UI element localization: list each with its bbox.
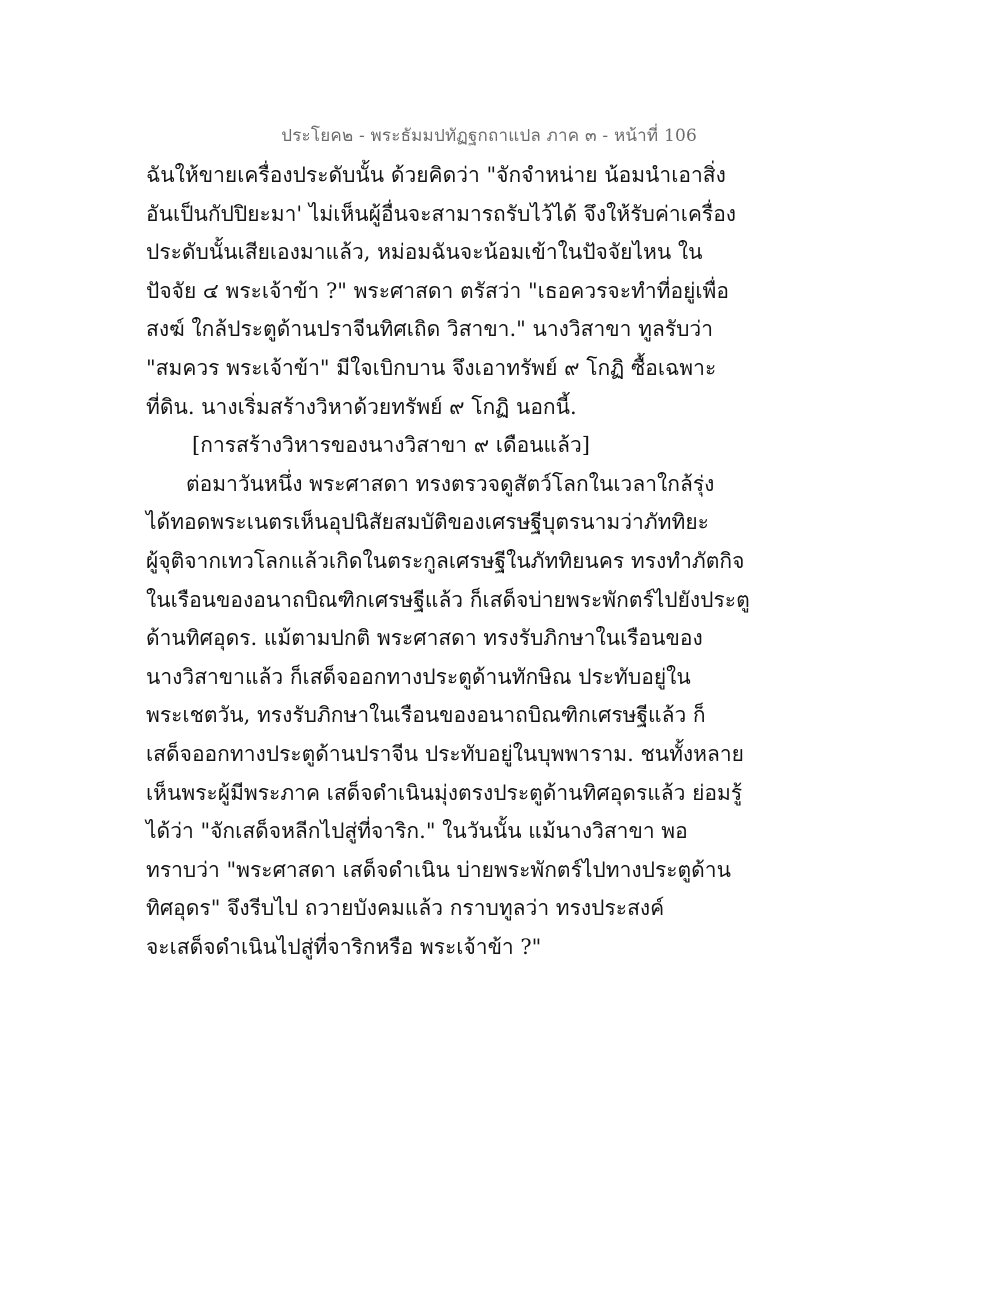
text-line: เห็นพระผู้มีพระภาค เสด็จดำเนินมุ่งตรงประตูด้านทิศอุดรแล้ว ย่อมรู้ xyxy=(146,780,743,805)
text-line: นางวิสาขาแล้ว ก็เสด็จออกทางประตูด้านทักษิณ ประทับอยู่ใน xyxy=(146,664,691,689)
text-line: ผู้จุติจากเทวโลกแล้วเกิดในตระกูลเศรษฐีในภัททิยนคร ทรงทำภัตกิจ xyxy=(146,548,745,573)
text-line: เสด็จออกทางประตูด้านปราจีน ประทับอยู่ในบุพพาราม. ชนทั้งหลาย xyxy=(146,741,744,766)
section-heading: [การสร้างวิหารของนางวิสาขา ๙ เดือนแล้ว] xyxy=(192,433,590,458)
text-line: ประดับนั้นเสียเองมาแล้ว, หม่อมฉันจะน้อมเข้าในปัจจัยไหน ใน xyxy=(146,240,703,265)
body-text xyxy=(146,156,750,966)
text-line: ปัจจัย ๔ พระเจ้าข้า ?" พระศาสดา ตรัสว่า "เธอควรจะทำที่อยู่เพื่อ xyxy=(146,278,730,303)
text-line: ทราบว่า "พระศาสดา เสด็จดำเนิน บ่ายพระพักตร์ไปทางประตูด้าน xyxy=(146,857,731,882)
paragraph-first-line: ต่อมาวันหนึ่ง พระศาสดา ทรงตรวจดูสัตว์โลกในเวลาใกล้รุ่ง xyxy=(186,471,715,496)
text-line: อันเป็นกัปปิยะมา' ไม่เห็นผู้อื่นจะสามารถรับไว้ได้ จึงให้รับค่าเครื่อง xyxy=(146,201,737,226)
text-line: ทิศอุดร" จึงรีบไป ถวายบังคมแล้ว กราบทูลว่า ทรงประสงค์ xyxy=(146,896,665,921)
text-line: ได้ว่า "จักเสด็จหลีกไปสู่ที่จาริก." ในวันนั้น แม้นางวิสาขา พอ xyxy=(146,819,688,844)
text-line: พระเชตวัน, ทรงรับภิกษาในเรือนของอนาถบิณฑิกเศรษฐีแล้ว ก็ xyxy=(146,703,706,728)
text-line: สงฆ์ ใกล้ประตูด้านปราจีนทิศเถิด วิสาขา." นางวิสาขา ทูลรับว่า xyxy=(146,317,714,342)
text-line: ที่ดิน. นางเริ่มสร้างวิหาด้วยทรัพย์ ๙ โกฏิ นอกนี้. xyxy=(146,394,577,419)
text-line: ในเรือนของอนาถบิณฑิกเศรษฐีแล้ว ก็เสด็จบ่ายพระพักตร์ไปยังประตู xyxy=(146,587,750,612)
text-line: ด้านทิศอุดร. แม้ตามปกติ พระศาสดา ทรงรับภิกษาในเรือนของ xyxy=(146,626,703,651)
text-line: ได้ทอดพระเนตรเห็นอุปนิสัยสมบัติของเศรษฐีบุตรนามว่าภัททิยะ xyxy=(146,510,709,535)
running-header: ประโยค๒ - พระธัมมปทัฏฐกถาแปล ภาค ๓ - หน้าที่ 106 xyxy=(281,126,697,146)
text-line: ฉันให้ขายเครื่องประดับนั้น ด้วยคิดว่า "จักจำหน่าย น้อมนำเอาสิ่ง xyxy=(146,163,726,187)
text-line: "สมควร พระเจ้าข้า" มีใจเบิกบาน จึงเอาทรัพย์ ๙ โกฏิ ซื้อเฉพาะ xyxy=(146,355,717,380)
text-line: จะเสด็จดำเนินไปสู่ที่จาริกหรือ พระเจ้าข้า ?" xyxy=(146,934,542,959)
